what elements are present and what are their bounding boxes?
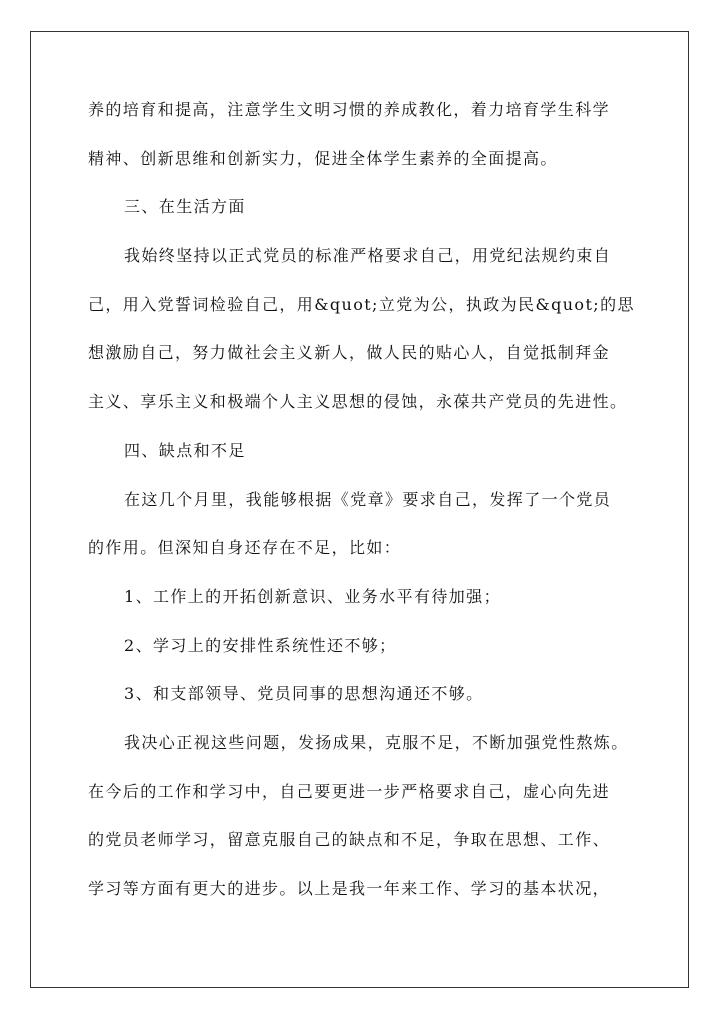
text-line: 主义、享乐主义和极端个人主义思想的侵蚀，永葆共产党员的先进性。 bbox=[88, 392, 628, 412]
text-line: 养的培育和提高，注意学生文明习惯的养成教化，着力培育学生科学 bbox=[88, 100, 611, 119]
list-item: 3、和支部领导、党员同事的思想沟通还不够。 bbox=[124, 684, 484, 704]
text-line: 学习等方面有更大的进步。以上是我一年来工作、学习的基本状况， bbox=[88, 879, 611, 898]
document-body bbox=[88, 92, 636, 920]
text-line: 在这几个月里，我能够根据《党章》要求自己，发挥了一个党员 bbox=[124, 489, 612, 509]
text-line: 的党员老师学习，留意克服自己的缺点和不足，争取在思想、工作、 bbox=[88, 830, 611, 850]
text-line: 想激励自己，努力做社会主义新人，做人民的贴心人，自觉抵制拜金 bbox=[88, 343, 611, 363]
text-line: 精神、创新思维和创新实力，促进全体学生素养的全面提高。 bbox=[88, 148, 558, 168]
text-line: 己，用入党誓词检验自己，用&quot;立党为公，执政为民&quot;的思 bbox=[88, 294, 635, 314]
section-heading: 四、缺点和不足 bbox=[124, 440, 246, 460]
list-item: 1、工作上的开拓创新意识、业务水平有待加强； bbox=[124, 586, 501, 606]
text-line: 我决心正视这些问题，发扬成果，克服不足，不断加强党性熬炼。 bbox=[124, 732, 629, 752]
text-line: 在今后的工作和学习中，自己要更进一步严格要求自己，虚心向先进 bbox=[88, 781, 611, 801]
text-line: 的作用。但深知自身还存在不足，比如： bbox=[88, 538, 402, 558]
list-item: 2、学习上的安排性系统性还不够； bbox=[124, 635, 397, 655]
text-line: 我始终坚持以正式党员的标准严格要求自己，用党纪法规约束自 bbox=[124, 246, 612, 266]
section-heading: 三、在生活方面 bbox=[124, 197, 246, 217]
